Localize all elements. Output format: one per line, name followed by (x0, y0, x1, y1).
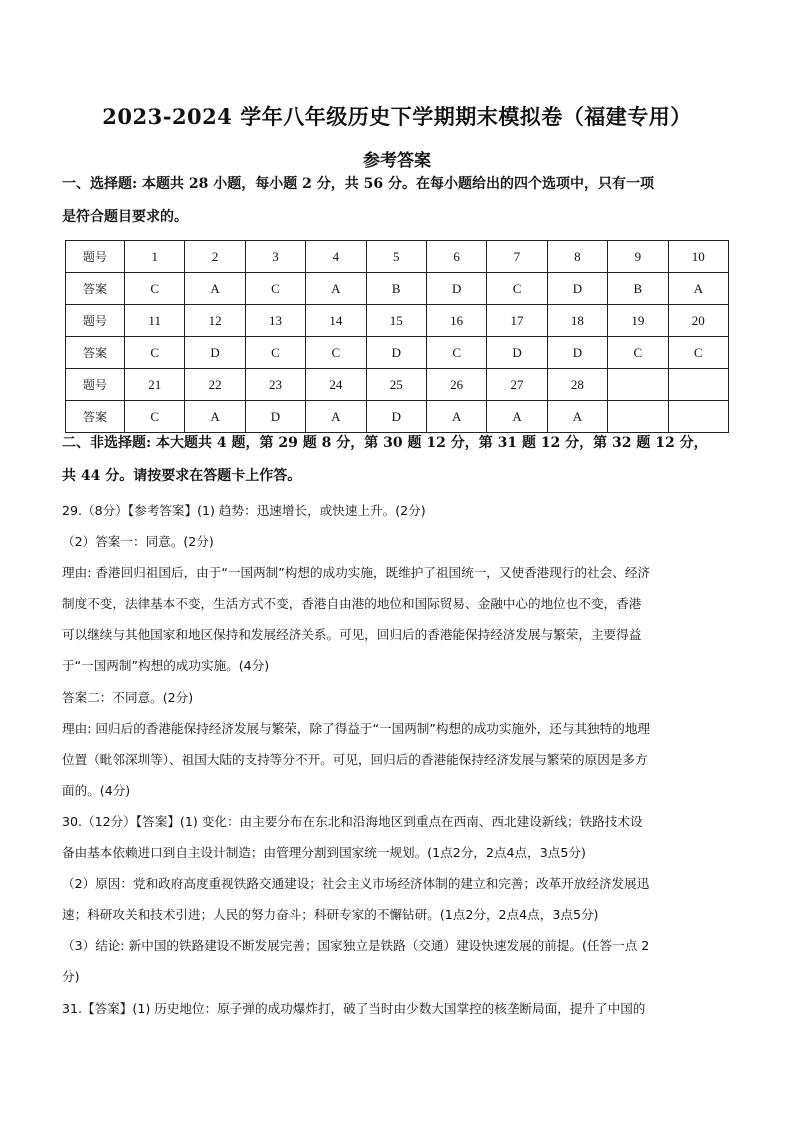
question-cell: 13 (245, 305, 305, 337)
answer-text-line: （2）原因：党和政府高度重视铁路交通建设；社会主义市场经济体制的建立和完善；改革开放经济发展迅 (62, 876, 650, 892)
question-cell: 5 (366, 241, 426, 273)
answer-cell: A (426, 401, 486, 433)
answer-cell: C (668, 337, 728, 369)
section-1-heading (62, 168, 734, 234)
question-cell: 1 (125, 241, 185, 273)
answer-cell: D (547, 337, 607, 369)
answer-row-label: 答案 (66, 337, 125, 369)
answer-text-line: 速；科研攻关和技术引进；人民的努力奋斗；科研专家的不懈钻研。(1点2分，2点4点，3点5分) (62, 907, 599, 923)
question-cell: 8 (547, 241, 607, 273)
answer-cell: D (487, 337, 547, 369)
answer-text-line: 31.【答案】(1) 历史地位：原子弹的成功爆炸打，破了当时由少数大国掌控的核垄断局面，提升了中国的 (62, 1000, 646, 1016)
section-1-line-2: 是符合题目要求的。 (62, 209, 188, 225)
question-row-label: 题号 (66, 241, 125, 273)
question-cell: 26 (426, 369, 486, 401)
question-cell: 7 (487, 241, 547, 273)
answer-text-line: 30.（12分）【答案】(1) 变化：由主要分布在东北和沿海地区到重点在西南、西北建设新线；铁路技术设 (62, 813, 643, 829)
answer-cell: A (487, 401, 547, 433)
question-cell: 28 (547, 369, 607, 401)
answer-text-line: 答案二：不同意。(2分) (62, 689, 194, 705)
answer-cell: A (306, 273, 366, 305)
question-cell: 17 (487, 305, 547, 337)
answer-cell: A (185, 401, 245, 433)
answer-cell: D (547, 273, 607, 305)
answer-cell: C (245, 337, 305, 369)
answer-cell: D (426, 273, 486, 305)
table-row (66, 337, 729, 369)
question-cell: 18 (547, 305, 607, 337)
answer-cell: C (426, 337, 486, 369)
answer-text-line: 分) (62, 969, 80, 985)
question-cell: 25 (366, 369, 426, 401)
question-cell: 27 (487, 369, 547, 401)
answer-cell: C (608, 337, 668, 369)
question-cell: 20 (668, 305, 728, 337)
section-2-line-1: 二、非选择题: 本大题共 4 题，第 29 题 8 分，第 30 题 12 分，第 31 题 12 分，第 32 题 12 分， (62, 435, 708, 451)
answer-text-line: 可以继续与其他国家和地区保持和发展经济关系。可见，回归后的香港能保持经济发展与繁荣，主要得益 (62, 627, 642, 643)
answer-cell: C (487, 273, 547, 305)
question-cell: 24 (306, 369, 366, 401)
answer-text-line: 面的。(4分) (62, 782, 131, 798)
question-cell: 19 (608, 305, 668, 337)
question-row-label: 题号 (66, 369, 125, 401)
answer-cell: C (125, 273, 185, 305)
answer-row-label: 答案 (66, 273, 125, 305)
answer-text-line: （2）答案一：同意。(2分) (62, 534, 214, 550)
answer-cell: C (245, 273, 305, 305)
answer-text-line: 理由: 回归后的香港能保持经济发展与繁荣，除了得益于“一国两制”构想的成功实施外，还与其独特的地理 (62, 720, 651, 736)
section-1-line-1: 一、选择题: 本题共 28 小题，每小题 2 分，共 56 分。在每小题给出的四个选项中，只有一项 (62, 176, 654, 192)
question-cell: 16 (426, 305, 486, 337)
answer-text-line: 29.（8分）【参考答案】(1) 趋势：迅速增长，或快速上升。(2分) (62, 503, 426, 518)
question-cell (668, 369, 728, 401)
question-cell: 6 (426, 241, 486, 273)
answer-cell: C (306, 337, 366, 369)
answer-cell: D (366, 337, 426, 369)
table-row (66, 241, 729, 273)
answer-explanations (62, 495, 734, 1024)
page-subtitle: 参考答案 (363, 151, 431, 171)
answer-text-line: 备由基本依赖进口到自主设计制造；由管理分割到国家统一规划。(1点2分，2点4点，3点5分) (62, 845, 586, 861)
answer-cell: D (185, 337, 245, 369)
answer-cell: A (306, 401, 366, 433)
table-row (66, 369, 729, 401)
question-cell: 3 (245, 241, 305, 273)
question-cell: 9 (608, 241, 668, 273)
question-cell: 15 (366, 305, 426, 337)
answer-text-line: （3）结论: 新中国的铁路建设不断发展完善；国家独立是铁路（交通）建设快速发展的前提。(任答一点 2 (62, 938, 650, 954)
answer-table (65, 240, 729, 433)
answer-text-line: 位置（毗邻深圳等）、祖国大陆的支持等分不开。可见，回归后的香港能保持经济发展与繁荣的原因是多方 (62, 751, 648, 767)
answer-row-label: 答案 (66, 401, 125, 433)
question-cell: 22 (185, 369, 245, 401)
answer-cell: A (668, 273, 728, 305)
answer-cell: D (366, 401, 426, 433)
question-cell: 4 (306, 241, 366, 273)
question-cell: 10 (668, 241, 728, 273)
answer-cell: C (125, 337, 185, 369)
answer-cell: A (547, 401, 607, 433)
question-cell: 11 (125, 305, 185, 337)
table-row (66, 273, 729, 305)
table-row (66, 305, 729, 337)
question-row-label: 题号 (66, 305, 125, 337)
answer-cell: A (185, 273, 245, 305)
question-cell: 14 (306, 305, 366, 337)
answer-cell: B (366, 273, 426, 305)
answer-cell: C (125, 401, 185, 433)
question-cell: 23 (245, 369, 305, 401)
answer-cell: D (245, 401, 305, 433)
answer-text-line: 于“一国两制”构想的成功实施。(4分) (62, 658, 270, 674)
question-cell (608, 369, 668, 401)
answer-text-line: 制度不变，法律基本不变，生活方式不变，香港自由港的地位和国际贸易、金融中心的地位也不变，香港 (62, 596, 642, 612)
answer-text-line: 理由: 香港回归祖国后，由于“一国两制”构想的成功实施，既维护了祖国统一，又使香港现行的社会、经济 (62, 565, 651, 581)
page-title: 2023-2024 学年八年级历史下学期期末模拟卷（福建专用） (102, 104, 692, 129)
question-cell: 12 (185, 305, 245, 337)
question-cell: 2 (185, 241, 245, 273)
question-cell: 21 (125, 369, 185, 401)
section-2-heading (62, 427, 734, 493)
section-2-line-2: 共 44 分。请按要求在答题卡上作答。 (62, 468, 302, 484)
answer-cell: B (608, 273, 668, 305)
